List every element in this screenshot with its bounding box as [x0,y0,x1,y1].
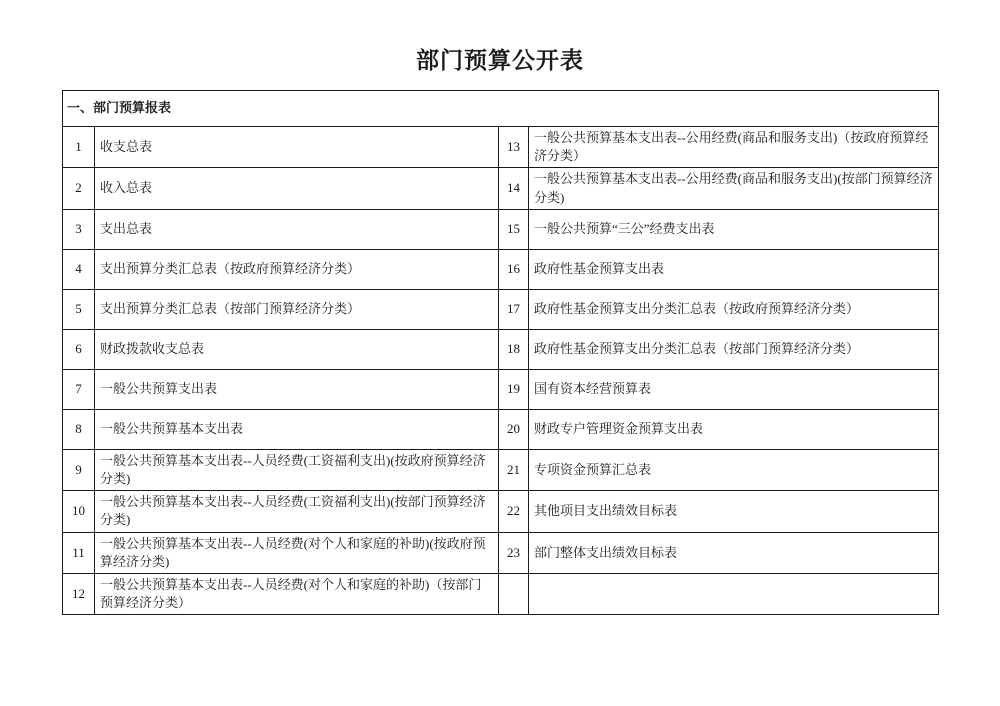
row-number-cell: 18 [499,329,529,369]
report-name-cell: 政府性基金预算支出分类汇总表（按部门预算经济分类） [529,329,939,369]
report-name-cell: 一般公共预算基本支出表--人员经费(对个人和家庭的补助)(按政府预算经济分类) [95,532,499,573]
table-row [63,168,939,209]
row-number-cell: 20 [499,409,529,449]
budget-table-body [63,91,939,615]
report-name-cell: 支出预算分类汇总表（按政府预算经济分类） [95,249,499,289]
table-row [63,249,939,289]
report-name-cell: 其他项目支出绩效目标表 [529,491,939,532]
row-number-cell: 9 [63,449,95,490]
report-name-cell: 一般公共预算基本支出表 [95,409,499,449]
report-name-cell: 专项资金预算汇总表 [529,449,939,490]
table-row [63,409,939,449]
row-number-cell: 23 [499,532,529,573]
table-row [63,532,939,573]
report-name-cell: 财政拨款收支总表 [95,329,499,369]
report-name-cell: 政府性基金预算支出分类汇总表（按政府预算经济分类） [529,289,939,329]
row-number-cell: 15 [499,209,529,249]
row-number-cell: 10 [63,491,95,532]
section-header-row [63,91,939,127]
row-number-cell: 19 [499,369,529,409]
row-number-cell: 11 [63,532,95,573]
report-name-cell: 收入总表 [95,168,499,209]
row-number-cell: 14 [499,168,529,209]
table-row [63,449,939,490]
table-row [63,369,939,409]
table-row [63,329,939,369]
report-name-cell: 支出总表 [95,209,499,249]
table-row [63,289,939,329]
report-name-cell: 一般公共预算基本支出表--人员经费(工资福利支出)(按部门预算经济分类) [95,491,499,532]
report-name-cell: 部门整体支出绩效目标表 [529,532,939,573]
row-number-cell: 16 [499,249,529,289]
report-name-cell: 一般公共预算基本支出表--公用经费(商品和服务支出)(按部门预算经济分类) [529,168,939,209]
report-name-cell: 支出预算分类汇总表（按部门预算经济分类） [95,289,499,329]
section-header: 一、部门预算报表 [63,91,939,127]
row-number-cell [499,573,529,614]
report-name-cell: 国有资本经营预算表 [529,369,939,409]
report-name-cell: 财政专户管理资金预算支出表 [529,409,939,449]
report-name-cell: 政府性基金预算支出表 [529,249,939,289]
row-number-cell: 3 [63,209,95,249]
table-row [63,127,939,168]
row-number-cell: 6 [63,329,95,369]
table-row [63,209,939,249]
row-number-cell: 7 [63,369,95,409]
row-number-cell: 5 [63,289,95,329]
report-name-cell: 一般公共预算支出表 [95,369,499,409]
row-number-cell: 1 [63,127,95,168]
row-number-cell: 22 [499,491,529,532]
row-number-cell: 2 [63,168,95,209]
report-name-cell: 一般公共预算“三公”经费支出表 [529,209,939,249]
report-name-cell [529,573,939,614]
table-row [63,491,939,532]
row-number-cell: 13 [499,127,529,168]
report-name-cell: 一般公共预算基本支出表--人员经费(工资福利支出)(按政府预算经济分类) [95,449,499,490]
row-number-cell: 4 [63,249,95,289]
row-number-cell: 12 [63,573,95,614]
report-name-cell: 一般公共预算基本支出表--公用经费(商品和服务支出)（按政府预算经济分类） [529,127,939,168]
report-name-cell: 一般公共预算基本支出表--人员经费(对个人和家庭的补助)（按部门预算经济分类） [95,573,499,614]
row-number-cell: 21 [499,449,529,490]
row-number-cell: 8 [63,409,95,449]
budget-report-table [62,90,939,615]
table-row [63,573,939,614]
row-number-cell: 17 [499,289,529,329]
report-name-cell: 收支总表 [95,127,499,168]
page-title: 部门预算公开表 [416,48,584,73]
